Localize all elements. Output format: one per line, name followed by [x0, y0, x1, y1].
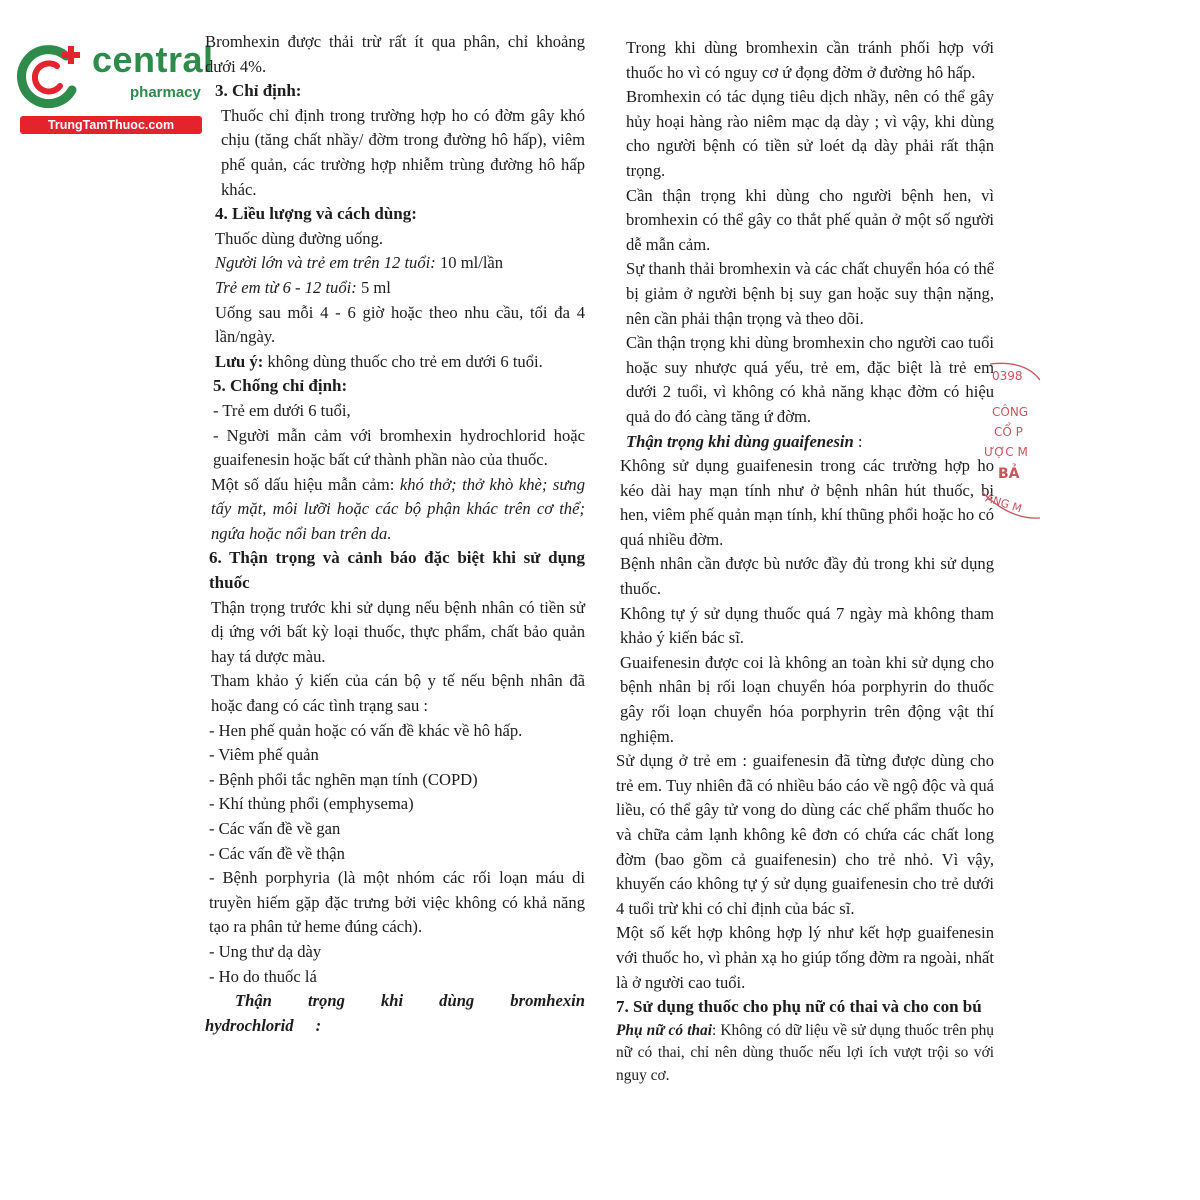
logo-subtitle: pharmacy	[130, 84, 201, 101]
stamp-line-3: CỔ P	[994, 425, 1023, 439]
section-7-title: 7. Sử dụng thuốc cho phụ nữ có thai và cho con bú	[616, 997, 982, 1017]
guaifenesin-heading-text: Thận trọng khi dùng guaifenesin	[626, 431, 854, 451]
guaifenesin-heading-colon: :	[853, 431, 863, 451]
left-column	[205, 30, 585, 1038]
company-stamp	[970, 350, 1040, 530]
guaifenesin-paragraph-3: Không tự ý sử dụng thuốc quá 7 ngày mà không tham khảo ý kiến bác sĩ.	[620, 603, 994, 648]
condition-list-item: - Bệnh porphyria (là một nhóm các rối loạn máu di truyền hiếm gặp đặc trưng bởi việc không có khả năng tạo ra phân tử heme đúng cách).	[209, 868, 585, 937]
condition-list-item: - Ung thư dạ dày	[209, 941, 322, 961]
bromhexin-paragraph-5: Cần thận trọng khi dùng bromhexin cho người cao tuổi hoặc suy nhược quá yếu, trẻ em, đặc biệt là trẻ em dưới 2 tuổi, vì không có khả năng khạc đờm có hiệu quả do đó càng tăng ứ đờm.	[626, 333, 994, 426]
child-dose	[205, 276, 585, 301]
right-column	[616, 36, 994, 1087]
dose-note-text: không dùng thuốc cho trẻ em dưới 6 tuổi.	[263, 351, 543, 371]
bromhexin-paragraph-1: Trong khi dùng bromhexin cần tránh phối hợp với thuốc ho vì có nguy cơ ứ đọng đờm ở đường hô hấp.	[626, 38, 994, 82]
condition-list-item: - Viêm phế quản	[209, 745, 319, 765]
adult-dose	[205, 251, 585, 276]
condition-list-item: - Các vấn đề về gan	[209, 819, 341, 838]
intro-paragraph: Bromhexin được thải trừ rất ít qua phân, chỉ khoảng dưới 4%.	[205, 32, 585, 76]
bromhexin-paragraph-4: Sự thanh thải bromhexin và các chất chuyển hóa có thể bị giảm ở người bệnh bị suy gan hoặc suy thận nặng, nên cần phải thận trọng và theo dõi.	[626, 259, 994, 328]
stamp-line-2: CÔNG	[992, 405, 1029, 419]
guaifenesin-paragraph-1: Không sử dụng guaifenesin trong các trường hợp ho kéo dài hay mạn tính như ở bệnh nhân hút thuốc, bị hen, viêm phế quản mạn tính, khí thũng phổi hoặc ho có quá nhiều đờm.	[620, 456, 994, 549]
pharmacy-logo-icon	[14, 40, 86, 112]
stamp-line-5: BẢ	[998, 466, 1020, 482]
signs-text: khó thở; thở khò khè; sưng tấy mặt, môi lưỡi hoặc các bộ phận khác trên cơ thể; ngứa hoặc nổi ban trên da.	[211, 474, 585, 543]
condition-list	[205, 719, 585, 990]
hypersensitivity-signs	[205, 473, 585, 547]
central-pharmacy-logo[interactable]	[8, 36, 214, 136]
bromhexin-paragraph-2: Bromhexin có tác dụng tiêu dịch nhầy, nên có thể gây hủy hoại hàng rào niêm mạc dạ dày ; vì vậy, khi dùng cho người bệnh có tiền sử loét dạ dày phải rất thận trọng.	[626, 87, 994, 180]
condition-list-item: - Ho do thuốc lá	[209, 966, 317, 986]
precaution-paragraph-2: Tham khảo ý kiến của cán bộ y tế nếu bệnh nhân đã hoặc đang có các tình trạng sau :	[211, 671, 585, 716]
guaifenesin-paragraph-2: Bệnh nhân cần được bù nước đầy đủ trong khi sử dụng thuốc.	[620, 554, 994, 599]
section-6-title: 6. Thận trọng và cảnh báo đặc biệt khi sử dụng thuốc	[209, 548, 585, 593]
pregnancy-detail: : Không có dữ liệu về sử dụng thuốc trên phụ nữ có thai, chỉ nên dùng thuốc nếu lợi ích vượt trội so với nguy cơ.	[616, 1021, 994, 1084]
section-4-title: 4. Liều lượng và cách dùng:	[215, 204, 417, 224]
guaifenesin-paragraph-5: Sử dụng ở trẻ em : guaifenesin đã từng được dùng cho trẻ em. Tuy nhiên đã có nhiều báo cáo về ngộ độc và quá liều, có thể gây tử vong do dùng các chế phẩm thuốc ho và chữa cảm lạnh không kê đơn có chứa các chất long đờm (bao gồm cả guaifenesin) cho trẻ nhỏ. Vì vậy, khuyến cáo không tự ý sử dụng guaifenesin cho trẻ dưới 4 tuổi trừ khi có chỉ định của bác sĩ.	[616, 751, 994, 918]
contraindication-item-2: - Người mẫn cảm với bromhexin hydrochlorid hoặc guaifenesin hoặc bất cứ thành phần nào của thuốc.	[213, 425, 585, 470]
condition-list-item: - Bệnh phổi tắc nghẽn mạn tính (COPD)	[209, 769, 478, 789]
stamp-line-4: ƯỢC M	[984, 445, 1028, 459]
child-dose-value: 5 ml	[356, 277, 391, 297]
section-3-text: Thuốc chỉ định trong trường hợp ho có đờm gây khó chịu (tăng chất nhầy/ đờm trong đường hô hấp), viêm phế quản, các trường hợp nhiễm trùng đường hô hấp khác.	[221, 105, 585, 199]
adult-dose-value: 10 ml/lần	[435, 253, 504, 273]
pregnancy-text	[616, 1020, 994, 1088]
logo-site-banner: TrungTamThuoc.com	[20, 116, 202, 134]
contraindication-item-1: - Trẻ em dưới 6 tuổi,	[213, 400, 351, 420]
condition-list-item: - Khí thủng phổi (emphysema)	[209, 794, 414, 814]
bromhexin-precaution-heading: Thận trọng khi dùng bromhexin hydrochlorid :	[205, 991, 585, 1035]
stamp-line-1: 0398	[992, 369, 1023, 383]
guaifenesin-precaution-heading	[616, 430, 994, 455]
bromhexin-paragraph-3: Cần thận trọng khi dùng cho người bệnh hen, vì bromhexin có thể gây co thắt phế quản ở một số người dễ mẫn cảm.	[626, 185, 994, 254]
section-3-title: 3. Chỉ định:	[215, 81, 302, 101]
guaifenesin-paragraph-6: Một số kết hợp không hợp lý như kết hợp guaifenesin với thuốc ho, vì phản xạ ho giúp tống đờm ra ngoài, nhất là ở người cao tuổi.	[616, 923, 994, 992]
dose-note-label: Lưu ý:	[215, 351, 264, 371]
logo-name: central	[92, 39, 214, 80]
signs-label: Một số dấu hiệu mẫn cảm:	[211, 474, 400, 494]
stamp-line-6: ÀNG M	[983, 491, 1024, 516]
condition-list-item: - Hen phế quản hoặc có vấn đề khác về hô hấp.	[209, 720, 523, 740]
condition-list-item: - Các vấn đề về thận	[209, 843, 345, 863]
dose-note	[205, 350, 585, 375]
route-text: Thuốc dùng đường uống.	[215, 228, 384, 248]
guaifenesin-paragraph-4: Guaifenesin được coi là không an toàn khi sử dụng cho bệnh nhân bị rối loạn chuyển hóa porphyrin do thuốc gây rối loạn chuyển hóa porphyrin trên động vật thí nghiệm.	[620, 652, 994, 746]
adult-dose-label: Người lớn và trẻ em trên 12 tuổi:	[215, 253, 436, 273]
child-dose-label: Trẻ em từ 6 - 12 tuổi:	[215, 277, 357, 297]
pregnancy-label: Phụ nữ có thai	[616, 1021, 713, 1039]
section-5-title: 5. Chống chỉ định:	[213, 376, 348, 396]
dose-frequency: Uống sau mỗi 4 - 6 giờ hoặc theo nhu cầu, tối đa 4 lần/ngày.	[215, 302, 585, 347]
precaution-paragraph-1: Thận trọng trước khi sử dụng nếu bệnh nhân có tiền sử dị ứng với bất kỳ loại thuốc, thực phẩm, chất bảo quản hay tá dược màu.	[211, 597, 585, 666]
